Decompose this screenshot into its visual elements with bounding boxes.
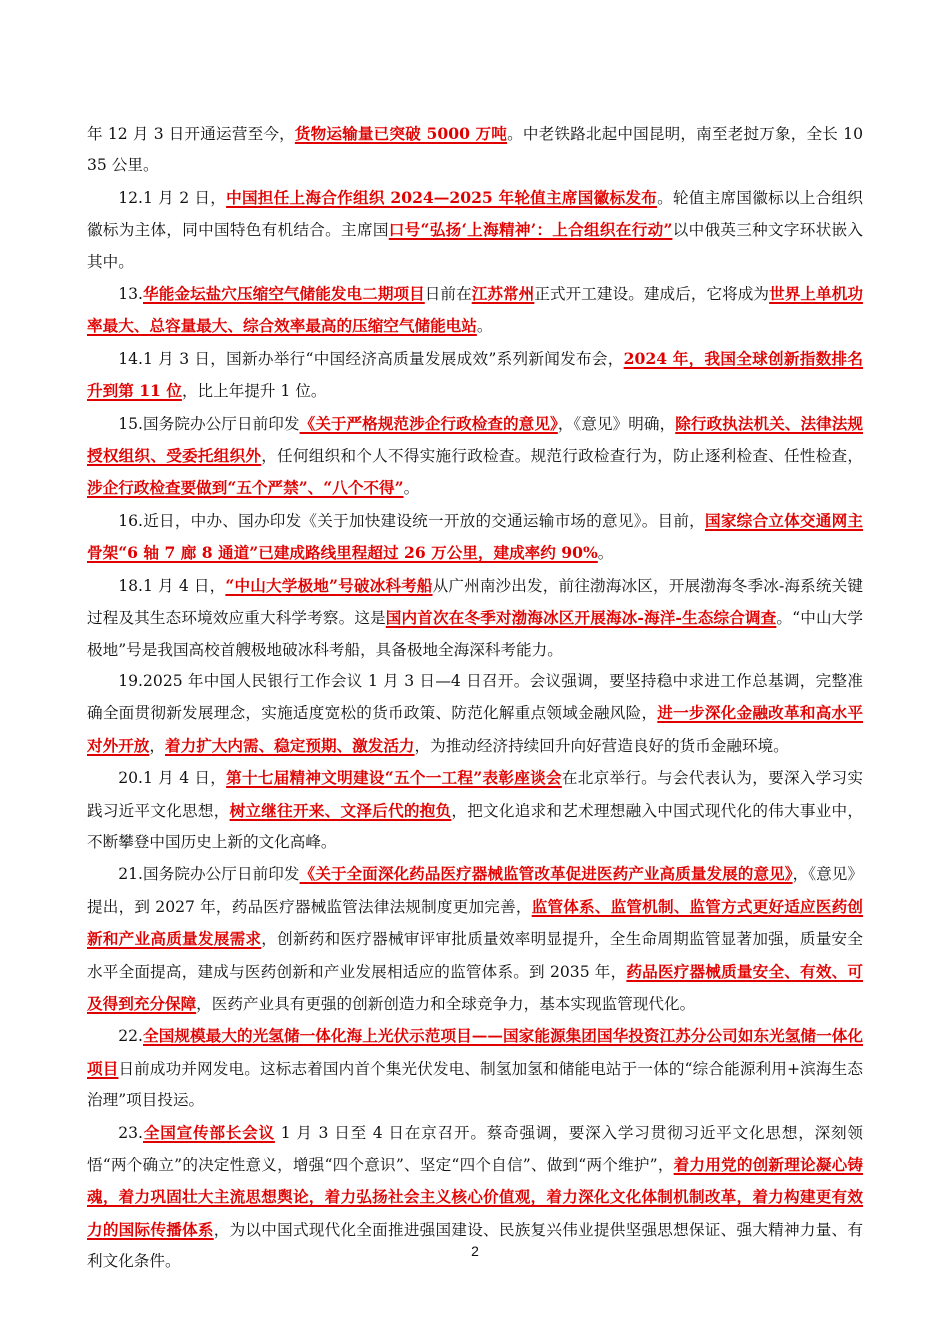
body-text: ，《意见》提出，到 2027 年，药品医疗器械监管法律法规制度更加完善， (87, 865, 863, 916)
highlighted-text: 口号“弘扬‘上海精神’：上合组织在行动” (388, 220, 673, 240)
paragraph (87, 505, 863, 570)
body-text: 22. (118, 1027, 143, 1046)
page-number: 2 (471, 1243, 479, 1259)
highlighted-text: 监管体系、监管机制、监管方式更好适应医药创新和产业高质量发展需求 (87, 896, 863, 949)
body-text: 。 (403, 479, 420, 498)
body-text: 12.1 月 2 日， (118, 188, 227, 207)
body-text: ，创新药和医疗器械审评审批质量效率明显提升，全生命周期监管显著加强，质量安全水平全面提高，建成与医药创新和产业发展相适应的监管体系。到 2035 年， (87, 930, 863, 981)
highlighted-text: 华能金坛盐穴压缩空气储能发电二期项目 (143, 284, 425, 304)
highlighted-text: 《关于严格规范涉企行政检查的意见》 (299, 413, 558, 433)
highlighted-text: 全国宣传部长会议 (143, 1122, 275, 1142)
highlighted-text: 树立继往开来、文泽后代的抱负 (229, 800, 452, 820)
paragraph (87, 762, 863, 858)
paragraph (87, 666, 863, 762)
body-text: 正式开工建设。建成后，它将成为 (534, 285, 770, 304)
highlighted-text: 江苏常州 (471, 284, 535, 304)
body-text: 18.1 月 4 日， (118, 576, 226, 595)
highlighted-text: 国家综合立体交通网主骨架“6 轴 7 廊 8 通道”已建成路线里程超过 26 万公里，建成率约 90% (87, 510, 863, 563)
paragraph (87, 408, 863, 505)
body-text: 14.1 月 3 日，国新办举行“中国经济高质量发展成效”系列新闻发布会， (118, 349, 624, 368)
highlighted-text: 《关于全面深化药品医疗器械监管改革促进医药产业高质量发展的意见》 (299, 864, 793, 884)
highlighted-text: 着力扩大内需、稳定预期、激发活力 (165, 735, 415, 755)
paragraph (87, 182, 863, 278)
paragraph (87, 570, 863, 666)
body-text: ，比上年提升 1 位。 (181, 382, 327, 401)
highlighted-text: 中国担任上海合作组织 2024—2025 年轮值主席国徽标发布 (226, 187, 658, 207)
body-text: 。中老铁路北起中国昆明，南至老挝万象，全长 1035 公里。 (87, 125, 863, 175)
body-text: 。“中山大学极地”号是我国高校首艘极地破冰科考船，具备极地全海深科考能力。 (87, 609, 863, 659)
body-text: ，《意见》明确， (557, 414, 676, 433)
body-text: 15.国务院办公厅日前印发 (118, 414, 300, 433)
body-text: ，为以中国式现代化全面推进强国建设、民族复兴伟业提供坚强思想保证、强大精神力量、有利文化条件。 (87, 1220, 863, 1271)
body-text: 。 (597, 544, 614, 563)
highlighted-text: 世界上单机功率最大、总容量最大、综合效率最高的压缩空气储能电站 (87, 284, 863, 336)
body-text: 23. (118, 1123, 143, 1142)
body-text: 日前成功并网发电。这标志着国内首个集光伏发电、制氢加氢和储能电站于一体的“综合能源利用+滨海生态治理”项目投运。 (87, 1059, 863, 1110)
body-text: ，医药产业具有更强的创新创造力和全球竞争力，基本实现监管现代化。 (196, 994, 696, 1013)
highlighted-text: 全国规模最大的光氢储一体化海上光伏示范项目——国家能源集团国华投资江苏分公司如东光氢储一体化项目 (87, 1026, 863, 1078)
body-text: ，把文化追求和艺术理想融入中国式现代化的伟大事业中，不断攀登中国历史上新的文化高峰。 (87, 801, 863, 851)
paragraph (87, 858, 863, 1020)
paragraph (87, 118, 863, 182)
paragraph (87, 343, 863, 408)
highlighted-text: 除行政执法机关、法律法规授权组织、受委托组织外 (87, 413, 863, 466)
body-text: ， (149, 736, 165, 755)
body-text: 年 12 月 3 日开通运营至今， (87, 125, 295, 143)
highlighted-text: “中山大学极地”号破冰科考船 (225, 575, 433, 595)
paragraph (87, 1020, 863, 1116)
highlighted-text: 进一步深化金融改革和高水平对外开放 (87, 703, 863, 755)
highlighted-text: 着力用党的创新理论凝心铸魂，着力巩固壮大主流思想舆论，着力弘扬社会主义核心价值观，着力深化文化体制机制改革，着力构建更有效力的国际传播体系 (87, 1155, 863, 1239)
highlighted-text: 货物运输量已突破 5000 万吨 (294, 124, 508, 143)
body-text: 20.1 月 4 日， (118, 769, 227, 788)
body-text: ，任何组织和个人不得实施行政检查。规范行政检查行为，防止逐利检查、任性检查， (261, 447, 863, 466)
body-text: 1 月 3 日至 4 日在京召开。蔡奇强调，要深入学习贯彻习近平文化思想，深刻领悟“两个确立”的决定性意义，增强“四个意识”、坚定“四个自信”、做到“两个维护”， (87, 1123, 863, 1174)
body-text: 16.近日，中办、国办印发《关于加快建设统一开放的交通运输市场的意见》。目前， (118, 511, 705, 530)
body-text: 。 (476, 317, 493, 336)
highlighted-text: 国内首次在冬季对渤海冰区开展海冰-海洋-生态综合调查 (385, 608, 777, 628)
highlighted-text: 药品医疗器械质量安全、有效、可及得到充分保障 (87, 961, 863, 1013)
highlighted-text: 涉企行政检查要做到“五个严禁”、“八个不得” (87, 478, 404, 498)
paragraph (87, 278, 863, 343)
document-body (87, 118, 863, 1278)
highlighted-text: 2024 年，我国全球创新指数排名升到第 11 位 (87, 348, 863, 401)
body-text: 以中俄英三种文字环状嵌入其中。 (87, 221, 863, 271)
body-text: 13. (118, 285, 143, 304)
highlighted-text: 第十七届精神文明建设“五个一工程”表彰座谈会 (226, 768, 562, 788)
body-text: 。轮值主席国徽标以上合组织徽标为主体，同中国特色有机结合。主席国 (87, 188, 863, 240)
body-text: 日前在 (424, 285, 472, 304)
body-text: 21.国务院办公厅日前印发 (118, 865, 300, 884)
body-text: 从广州南沙出发，前往渤海冰区，开展渤海冬季冰-海系统关键过程及其生态环境效应重大科学考察。这是 (87, 576, 863, 628)
body-text: 在北京举行。与会代表认为，要深入学习实践习近平文化思想， (87, 769, 863, 820)
body-text: 19.2025 年中国人民银行工作会议 1 月 3 日—4 日召开。会议强调，要坚持稳中求进工作总基调，完整准确全面贯彻新发展理念，实施适度宽松的货币政策、防范化解重点领域金融风险， (87, 671, 863, 723)
body-text: ，为推动经济持续回升向好营造良好的货币金融环境。 (414, 736, 789, 755)
